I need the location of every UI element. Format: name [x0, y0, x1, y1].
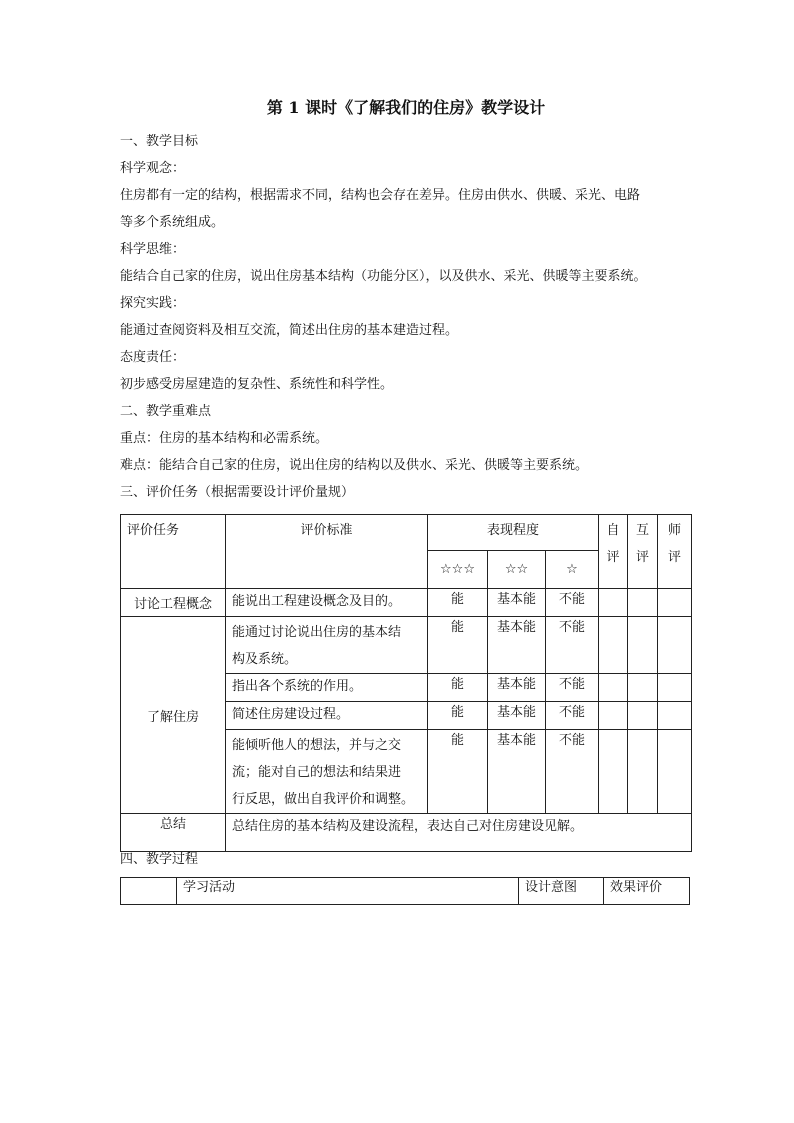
thinking-label: 科学思维：	[120, 242, 186, 257]
process-header-activity: 学习活动	[177, 878, 519, 905]
header-peer-eval: 互 评	[628, 515, 658, 589]
row1-task: 讨论工程概念	[121, 589, 226, 617]
group-row4-rating-3: 能	[428, 730, 488, 814]
group-row4-rating-1: 不能	[546, 730, 599, 814]
key-point: 重点：住房的基本结构和必需系统。	[120, 431, 329, 446]
thinking-text: 能结合自己家的住房，说出住房基本结构（功能分区），以及供水、采光、供暖等主要系统。	[120, 269, 647, 284]
group-row4-rating-2: 基本能	[488, 730, 546, 814]
header-three-stars: ☆☆☆	[428, 551, 488, 589]
table-row	[121, 878, 690, 905]
row1-criteria: 能说出工程建设概念及目的。	[226, 589, 428, 617]
process-header-intent: 设计意图	[519, 878, 604, 905]
process-heading: 四、教学过程	[120, 852, 199, 867]
process-header-effect: 效果评价	[604, 878, 690, 905]
group-row2-rating-2: 基本能	[488, 674, 546, 702]
table-row	[121, 589, 692, 617]
concept-text-line-2: 等多个系统组成。	[120, 215, 225, 230]
concept-label: 科学观念：	[120, 161, 186, 176]
group-row2-rating-1: 不能	[546, 674, 599, 702]
group-row1-rating-2: 基本能	[488, 617, 546, 674]
row1-rating-2: 基本能	[488, 589, 546, 617]
goals-heading: 一、教学目标	[120, 134, 199, 149]
difficult-point: 难点：能结合自己家的住房，说出住房的结构以及供水、采光、供暖等主要系统。	[120, 458, 589, 473]
attitude-label: 态度责任：	[120, 350, 186, 365]
group-row2-rating-3: 能	[428, 674, 488, 702]
eval-heading: 三、评价任务（根据需要设计评价量规）	[120, 485, 355, 500]
group-row1-criteria: 能通过讨论说出住房的基本结 构及系统。	[226, 617, 428, 674]
process-blank-cell	[121, 878, 177, 905]
header-one-star: ☆	[546, 551, 599, 589]
row1-rating-1: 不能	[546, 589, 599, 617]
table-row	[121, 814, 692, 852]
group-row4-criteria: 能倾听他人的想法，并与之交 流；能对自己的想法和结果进 行反思，做出自我评价和调整。	[226, 730, 428, 814]
group-row3-rating-3: 能	[428, 702, 488, 730]
header-teacher-eval: 师 评	[658, 515, 692, 589]
group-row3-criteria: 简述住房建设过程。	[226, 702, 428, 730]
practice-label: 探究实践：	[120, 296, 186, 311]
header-self-eval: 自 评	[599, 515, 628, 589]
document-title: 第 1 课时《了解我们的住房》教学设计	[266, 98, 546, 117]
group-row1-rating-1: 不能	[546, 617, 599, 674]
concept-text-line-1: 住房都有一定的结构，根据需求不同，结构也会存在差异。住房由供水、供暖、采光、电路	[120, 188, 641, 203]
header-performance: 表现程度	[428, 515, 599, 551]
evaluation-table	[120, 514, 692, 852]
process-table	[120, 877, 690, 905]
attitude-text: 初步感受房屋建造的复杂性、系统性和科学性。	[120, 377, 394, 392]
practice-text: 能通过查阅资料及相互交流，简述出住房的基本建造过程。	[120, 323, 459, 338]
group-row3-rating-2: 基本能	[488, 702, 546, 730]
header-task: 评价任务	[121, 515, 226, 589]
group-row1-rating-3: 能	[428, 617, 488, 674]
group-row2-criteria: 指出各个系统的作用。	[226, 674, 428, 702]
summary-task: 总结	[121, 814, 226, 852]
summary-text: 总结住房的基本结构及建设流程，表达自己对住房建设见解。	[226, 814, 692, 852]
row1-rating-3: 能	[428, 589, 488, 617]
header-criteria: 评价标准	[226, 515, 428, 589]
key-heading: 二、教学重难点	[120, 404, 212, 419]
table-row	[121, 617, 692, 674]
header-two-stars: ☆☆	[488, 551, 546, 589]
group-row3-rating-1: 不能	[546, 702, 599, 730]
group-task: 了解住房	[121, 617, 226, 814]
